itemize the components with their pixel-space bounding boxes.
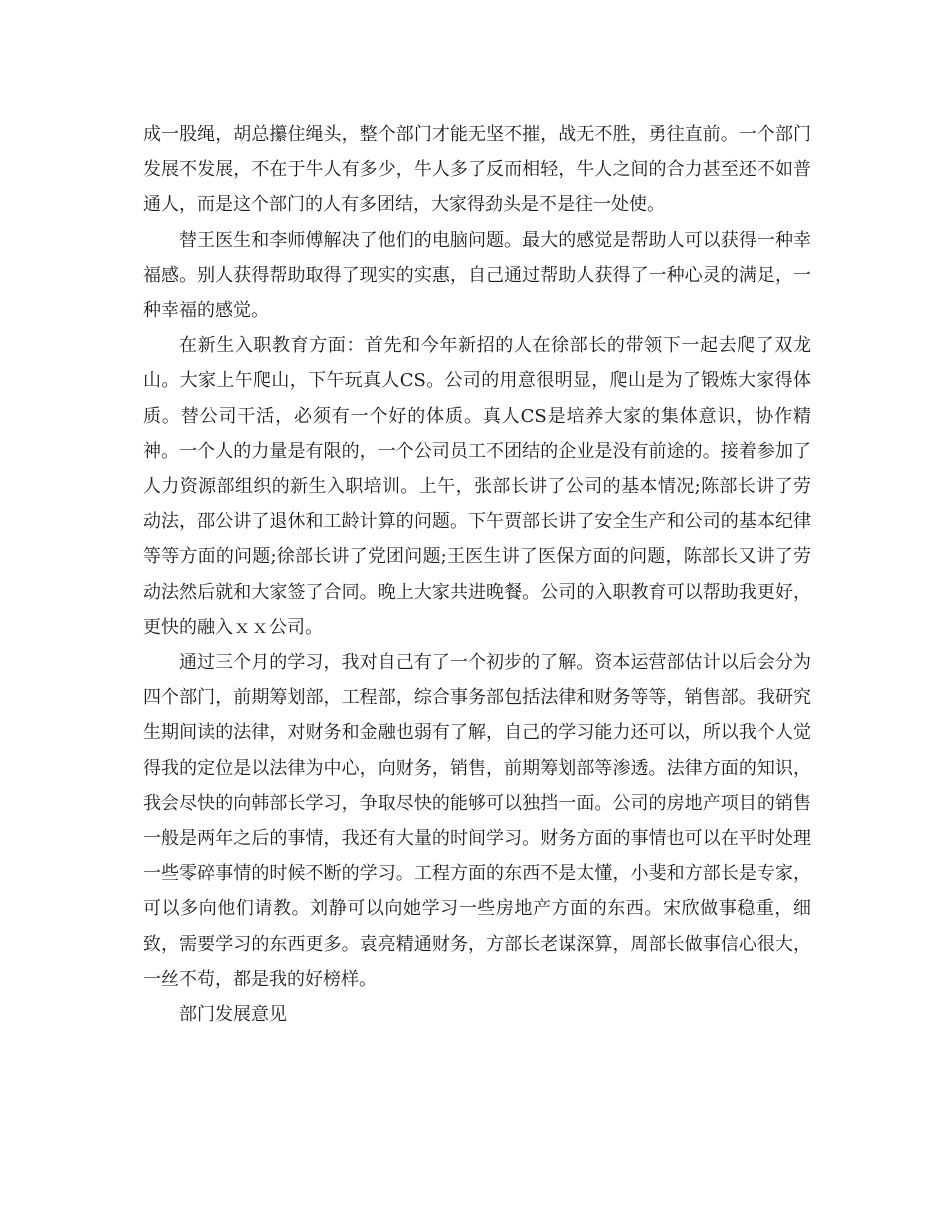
paragraph-onboarding-education: 在新生入职教育方面：首先和今年新招的人在徐部长的带领下一起去爬了双龙山。大家上午爬山，下午玩真人CS。公司的用意很明显，爬山是为了锻炼大家得体质。替公司干活，必须有一个好的体质。真人CS是培养大家的集体意识，协作精神。一个人的力量是有限的，一个公司员工不团结的企业是没有前途的。接着参加了人力资源部组织的新生入职培训。上午，张部长讲了公司的基本情况;陈部长讲了劳动法，邵公讲了退休和工龄计算的问题。下午贾部长讲了安全生产和公司的基本纪律等等方面的问题;徐部长讲了党团问题;王医生讲了医保方面的问题，陈部长又讲了劳动法然后就和大家签了合同。晚上大家共进晚餐。公司的入职教育可以帮助我更好，更快的融入ｘｘ公司。 — [143, 335, 811, 638]
paragraph-continued-teamwork: 成一股绳，胡总攥住绳头，整个部门才能无坚不摧，战无不胜，勇往直前。一个部门发展不发展，不在于牛人有多少，牛人多了反而相轻，牛人之间的合力甚至还不如普通人，而是这个部门的人有多团结，大家得劲头是不是往一处使。 — [143, 124, 811, 216]
paragraph-helping-colleagues: 替王医生和李师傅解决了他们的电脑问题。最大的感觉是帮助人可以获得一种幸福感。别人获得帮助取得了现实的实惠，自己通过帮助人获得了一种心灵的满足，一种幸福的感觉。 — [143, 229, 811, 322]
document-body — [143, 117, 811, 1032]
paragraph-self-assessment: 通过三个月的学习，我对自己有了一个初步的了解。资本运营部估计以后会分为四个部门，前期筹划部，工程部，综合事务部包括法律和财务等等，销售部。我研究生期间读的法律，对财务和金融也弱有了解，自己的学习能力还可以，所以我个人觉得我的定位是以法律为中心，向财务，销售，前期筹划部等渗透。法律方面的知识，我会尽快的向韩部长学习，争取尽快的能够可以独挡一面。公司的房地产项目的销售一般是两年之后的事情，我还有大量的时间学习。财务方面的事情也可以在平时处理一些零碎事情的时候不断的学习。工程方面的东西不是太懂，小斐和方部长是专家，可以多向他们请教。刘静可以向她学习一些房地产方面的东西。宋欣做事稳重，细致，需要学习的东西更多。袁亮精通财务，方部长老谋深算，周部长做事信心很大，一丝不苟，都是我的好榜样。 — [143, 652, 811, 990]
section-heading-department-development: 部门发展意见 — [179, 1004, 287, 1026]
